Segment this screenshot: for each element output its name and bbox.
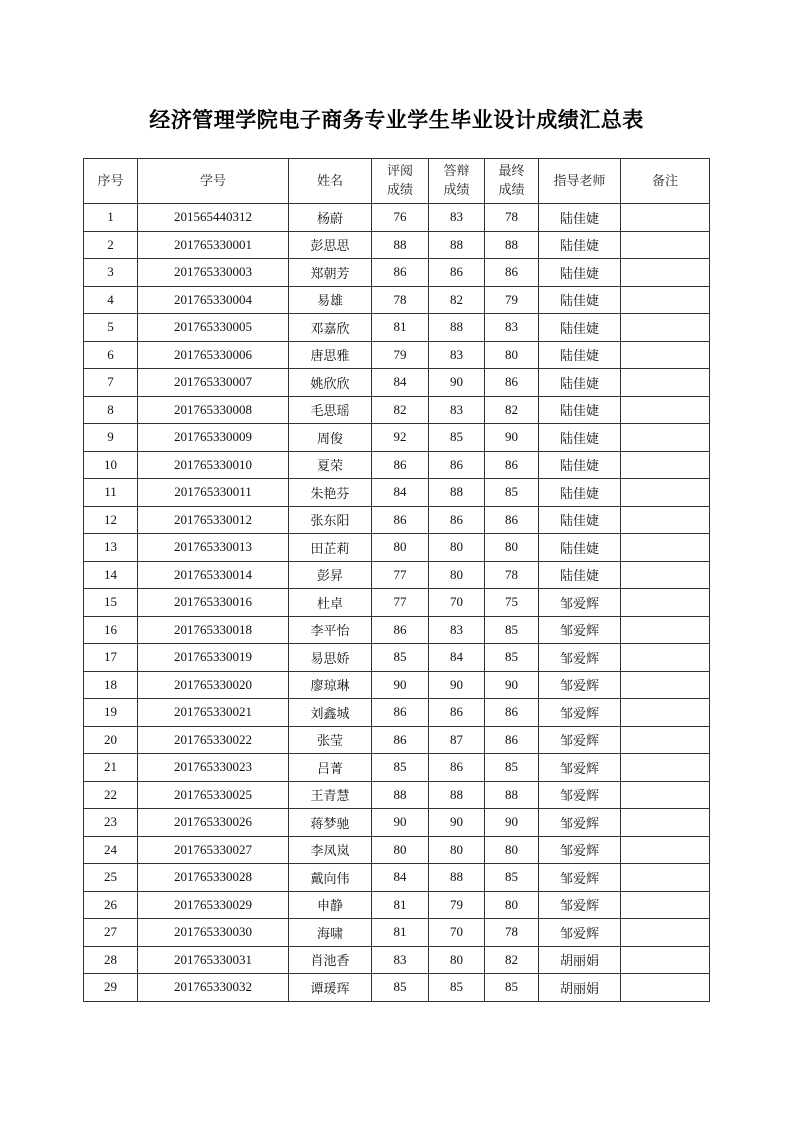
cell-seq: 12	[84, 506, 138, 534]
cell-review-score: 80	[372, 534, 429, 562]
cell-student-id: 201765330032	[138, 974, 289, 1002]
cell-review-score: 86	[372, 699, 429, 727]
cell-remarks	[621, 204, 710, 232]
header-advisor: 指导老师	[539, 159, 621, 204]
cell-defense-score: 88	[429, 231, 485, 259]
cell-seq: 25	[84, 864, 138, 892]
table-row	[84, 314, 710, 342]
cell-advisor: 邹爱辉	[539, 781, 621, 809]
cell-defense-score: 88	[429, 864, 485, 892]
cell-review-score: 84	[372, 864, 429, 892]
cell-remarks	[621, 946, 710, 974]
cell-advisor: 邹爱辉	[539, 864, 621, 892]
cell-advisor: 邹爱辉	[539, 836, 621, 864]
cell-remarks	[621, 369, 710, 397]
cell-review-score: 92	[372, 424, 429, 452]
cell-student-id: 201765330025	[138, 781, 289, 809]
cell-seq: 4	[84, 286, 138, 314]
cell-defense-score: 82	[429, 286, 485, 314]
cell-seq: 2	[84, 231, 138, 259]
table-row	[84, 561, 710, 589]
cell-review-score: 85	[372, 644, 429, 672]
table-row	[84, 506, 710, 534]
header-review-line1: 评阅	[386, 164, 413, 179]
cell-name: 彭昇	[289, 561, 372, 589]
table-row	[84, 204, 710, 232]
cell-defense-score: 87	[429, 726, 485, 754]
cell-student-id: 201765330012	[138, 506, 289, 534]
cell-defense-score: 86	[429, 699, 485, 727]
cell-final-score: 86	[485, 451, 539, 479]
table-row	[84, 699, 710, 727]
cell-seq: 13	[84, 534, 138, 562]
cell-seq: 15	[84, 589, 138, 617]
cell-defense-score: 86	[429, 259, 485, 287]
cell-student-id: 201765330018	[138, 616, 289, 644]
cell-final-score: 85	[485, 644, 539, 672]
header-name: 姓名	[289, 159, 372, 204]
cell-final-score: 88	[485, 781, 539, 809]
cell-defense-score: 86	[429, 506, 485, 534]
cell-name: 吕菁	[289, 754, 372, 782]
cell-student-id: 201765330030	[138, 919, 289, 947]
cell-student-id: 201765330023	[138, 754, 289, 782]
cell-review-score: 88	[372, 231, 429, 259]
cell-remarks	[621, 891, 710, 919]
cell-defense-score: 85	[429, 974, 485, 1002]
cell-advisor: 邹爱辉	[539, 644, 621, 672]
cell-advisor: 陆佳婕	[539, 314, 621, 342]
cell-student-id: 201765330021	[138, 699, 289, 727]
header-student-id: 学号	[138, 159, 289, 204]
cell-review-score: 81	[372, 891, 429, 919]
cell-seq: 10	[84, 451, 138, 479]
table-row	[84, 919, 710, 947]
cell-seq: 8	[84, 396, 138, 424]
table-body	[84, 204, 710, 1002]
cell-review-score: 85	[372, 754, 429, 782]
cell-seq: 5	[84, 314, 138, 342]
cell-student-id: 201765330029	[138, 891, 289, 919]
cell-seq: 7	[84, 369, 138, 397]
cell-remarks	[621, 726, 710, 754]
cell-name: 李平怡	[289, 616, 372, 644]
cell-advisor: 邹爱辉	[539, 699, 621, 727]
cell-defense-score: 80	[429, 836, 485, 864]
cell-student-id: 201765330031	[138, 946, 289, 974]
cell-seq: 28	[84, 946, 138, 974]
cell-remarks	[621, 754, 710, 782]
cell-name: 周俊	[289, 424, 372, 452]
cell-final-score: 88	[485, 231, 539, 259]
cell-review-score: 88	[372, 781, 429, 809]
cell-final-score: 80	[485, 891, 539, 919]
cell-final-score: 86	[485, 506, 539, 534]
header-remarks: 备注	[621, 159, 710, 204]
cell-remarks	[621, 919, 710, 947]
cell-defense-score: 84	[429, 644, 485, 672]
cell-name: 刘鑫城	[289, 699, 372, 727]
cell-name: 海啸	[289, 919, 372, 947]
table-row	[84, 534, 710, 562]
cell-advisor: 胡丽娟	[539, 946, 621, 974]
cell-review-score: 85	[372, 974, 429, 1002]
cell-review-score: 77	[372, 589, 429, 617]
cell-final-score: 78	[485, 204, 539, 232]
cell-remarks	[621, 286, 710, 314]
cell-advisor: 邹爱辉	[539, 809, 621, 837]
cell-review-score: 90	[372, 809, 429, 837]
cell-seq: 1	[84, 204, 138, 232]
cell-remarks	[621, 479, 710, 507]
cell-advisor: 陆佳婕	[539, 506, 621, 534]
cell-name: 夏荣	[289, 451, 372, 479]
cell-name: 唐思雅	[289, 341, 372, 369]
header-final-line1: 最终	[498, 164, 525, 179]
cell-defense-score: 70	[429, 919, 485, 947]
table-row	[84, 341, 710, 369]
cell-seq: 16	[84, 616, 138, 644]
cell-advisor: 陆佳婕	[539, 534, 621, 562]
cell-student-id: 201765330020	[138, 671, 289, 699]
cell-final-score: 85	[485, 754, 539, 782]
cell-review-score: 90	[372, 671, 429, 699]
cell-name: 张东阳	[289, 506, 372, 534]
cell-advisor: 邹爱辉	[539, 919, 621, 947]
cell-student-id: 201765330007	[138, 369, 289, 397]
cell-review-score: 76	[372, 204, 429, 232]
cell-review-score: 84	[372, 369, 429, 397]
cell-remarks	[621, 644, 710, 672]
cell-defense-score: 80	[429, 561, 485, 589]
cell-final-score: 85	[485, 864, 539, 892]
cell-name: 肖池香	[289, 946, 372, 974]
cell-name: 戴向伟	[289, 864, 372, 892]
cell-seq: 22	[84, 781, 138, 809]
table-row	[84, 616, 710, 644]
cell-defense-score: 90	[429, 369, 485, 397]
cell-advisor: 陆佳婕	[539, 231, 621, 259]
cell-remarks	[621, 314, 710, 342]
header-review-line2: 成绩	[386, 183, 413, 198]
cell-advisor: 陆佳婕	[539, 424, 621, 452]
cell-final-score: 90	[485, 671, 539, 699]
cell-defense-score: 86	[429, 754, 485, 782]
table-row	[84, 726, 710, 754]
cell-review-score: 86	[372, 451, 429, 479]
table-row	[84, 836, 710, 864]
cell-student-id: 201765330006	[138, 341, 289, 369]
cell-remarks	[621, 341, 710, 369]
table-row	[84, 781, 710, 809]
cell-remarks	[621, 396, 710, 424]
cell-remarks	[621, 534, 710, 562]
cell-student-id: 201765330028	[138, 864, 289, 892]
cell-remarks	[621, 809, 710, 837]
header-final-score	[485, 159, 539, 204]
cell-final-score: 90	[485, 809, 539, 837]
cell-advisor: 邹爱辉	[539, 891, 621, 919]
cell-advisor: 邹爱辉	[539, 616, 621, 644]
cell-student-id: 201765330003	[138, 259, 289, 287]
cell-final-score: 85	[485, 479, 539, 507]
cell-student-id: 201765330001	[138, 231, 289, 259]
table-row	[84, 891, 710, 919]
cell-defense-score: 88	[429, 479, 485, 507]
cell-remarks	[621, 589, 710, 617]
cell-advisor: 陆佳婕	[539, 369, 621, 397]
cell-name: 杜卓	[289, 589, 372, 617]
cell-defense-score: 83	[429, 396, 485, 424]
cell-defense-score: 80	[429, 946, 485, 974]
table-row	[84, 259, 710, 287]
cell-seq: 23	[84, 809, 138, 837]
cell-seq: 18	[84, 671, 138, 699]
cell-student-id: 201765330008	[138, 396, 289, 424]
cell-final-score: 80	[485, 534, 539, 562]
cell-final-score: 85	[485, 616, 539, 644]
table-row	[84, 231, 710, 259]
cell-name: 毛思瑶	[289, 396, 372, 424]
cell-student-id: 201765330013	[138, 534, 289, 562]
cell-remarks	[621, 616, 710, 644]
cell-remarks	[621, 671, 710, 699]
table-row	[84, 946, 710, 974]
cell-name: 廖琼琳	[289, 671, 372, 699]
cell-seq: 14	[84, 561, 138, 589]
cell-remarks	[621, 974, 710, 1002]
cell-seq: 9	[84, 424, 138, 452]
header-defense-score	[429, 159, 485, 204]
cell-name: 彭思思	[289, 231, 372, 259]
cell-final-score: 78	[485, 561, 539, 589]
cell-review-score: 81	[372, 919, 429, 947]
cell-student-id: 201765330026	[138, 809, 289, 837]
cell-review-score: 77	[372, 561, 429, 589]
grades-table	[83, 158, 710, 1002]
cell-defense-score: 86	[429, 451, 485, 479]
cell-student-id: 201765330022	[138, 726, 289, 754]
table-row	[84, 671, 710, 699]
cell-name: 郑朝芳	[289, 259, 372, 287]
cell-seq: 19	[84, 699, 138, 727]
cell-remarks	[621, 259, 710, 287]
cell-remarks	[621, 561, 710, 589]
cell-final-score: 80	[485, 836, 539, 864]
cell-defense-score: 79	[429, 891, 485, 919]
cell-student-id: 201765330014	[138, 561, 289, 589]
cell-seq: 29	[84, 974, 138, 1002]
cell-advisor: 陆佳婕	[539, 479, 621, 507]
cell-name: 张莹	[289, 726, 372, 754]
cell-advisor: 邹爱辉	[539, 726, 621, 754]
cell-advisor: 陆佳婕	[539, 341, 621, 369]
cell-advisor: 陆佳婕	[539, 561, 621, 589]
cell-review-score: 86	[372, 616, 429, 644]
table-row	[84, 754, 710, 782]
cell-final-score: 80	[485, 341, 539, 369]
cell-name: 蒋梦驰	[289, 809, 372, 837]
table-row	[84, 644, 710, 672]
table-row	[84, 396, 710, 424]
cell-student-id: 201765330027	[138, 836, 289, 864]
cell-student-id: 201765330016	[138, 589, 289, 617]
cell-defense-score: 88	[429, 781, 485, 809]
cell-final-score: 79	[485, 286, 539, 314]
table-row	[84, 479, 710, 507]
header-seq: 序号	[84, 159, 138, 204]
cell-review-score: 80	[372, 836, 429, 864]
cell-defense-score: 83	[429, 616, 485, 644]
cell-defense-score: 83	[429, 341, 485, 369]
cell-advisor: 陆佳婕	[539, 204, 621, 232]
cell-review-score: 83	[372, 946, 429, 974]
cell-seq: 26	[84, 891, 138, 919]
cell-student-id: 201765330011	[138, 479, 289, 507]
cell-defense-score: 85	[429, 424, 485, 452]
header-review-score	[372, 159, 429, 204]
cell-student-id: 201765330009	[138, 424, 289, 452]
cell-seq: 17	[84, 644, 138, 672]
table-row	[84, 809, 710, 837]
header-defense-line2: 成绩	[443, 183, 470, 198]
cell-defense-score: 88	[429, 314, 485, 342]
cell-review-score: 86	[372, 506, 429, 534]
cell-remarks	[621, 699, 710, 727]
cell-student-id: 201765330005	[138, 314, 289, 342]
cell-name: 田芷莉	[289, 534, 372, 562]
cell-final-score: 78	[485, 919, 539, 947]
cell-final-score: 86	[485, 369, 539, 397]
cell-name: 王青慧	[289, 781, 372, 809]
cell-defense-score: 80	[429, 534, 485, 562]
cell-seq: 11	[84, 479, 138, 507]
cell-advisor: 陆佳婕	[539, 451, 621, 479]
cell-final-score: 86	[485, 699, 539, 727]
document-title: 经济管理学院电子商务专业学生毕业设计成绩汇总表	[149, 108, 644, 132]
cell-name: 姚欣欣	[289, 369, 372, 397]
header-final-line2: 成绩	[498, 183, 525, 198]
cell-advisor: 邹爱辉	[539, 671, 621, 699]
table-row	[84, 451, 710, 479]
cell-final-score: 86	[485, 259, 539, 287]
cell-remarks	[621, 231, 710, 259]
cell-name: 邓嘉欣	[289, 314, 372, 342]
cell-advisor: 陆佳婕	[539, 286, 621, 314]
cell-review-score: 86	[372, 726, 429, 754]
cell-final-score: 90	[485, 424, 539, 452]
cell-review-score: 86	[372, 259, 429, 287]
table-row	[84, 369, 710, 397]
cell-remarks	[621, 836, 710, 864]
cell-name: 申静	[289, 891, 372, 919]
cell-advisor: 邹爱辉	[539, 754, 621, 782]
cell-defense-score: 90	[429, 809, 485, 837]
header-defense-line1: 答辩	[443, 164, 470, 179]
cell-name: 易思娇	[289, 644, 372, 672]
cell-student-id: 201765330010	[138, 451, 289, 479]
table-row	[84, 974, 710, 1002]
cell-seq: 6	[84, 341, 138, 369]
cell-review-score: 82	[372, 396, 429, 424]
cell-name: 朱艳芬	[289, 479, 372, 507]
cell-student-id: 201565440312	[138, 204, 289, 232]
cell-name: 杨蔚	[289, 204, 372, 232]
cell-seq: 24	[84, 836, 138, 864]
cell-student-id: 201765330019	[138, 644, 289, 672]
header-row	[84, 159, 710, 204]
cell-advisor: 陆佳婕	[539, 396, 621, 424]
cell-seq: 27	[84, 919, 138, 947]
cell-remarks	[621, 781, 710, 809]
cell-review-score: 78	[372, 286, 429, 314]
cell-advisor: 邹爱辉	[539, 589, 621, 617]
cell-remarks	[621, 424, 710, 452]
cell-remarks	[621, 864, 710, 892]
cell-student-id: 201765330004	[138, 286, 289, 314]
cell-defense-score: 90	[429, 671, 485, 699]
cell-name: 易雄	[289, 286, 372, 314]
cell-final-score: 82	[485, 946, 539, 974]
cell-final-score: 82	[485, 396, 539, 424]
cell-final-score: 83	[485, 314, 539, 342]
cell-name: 谭瑗珲	[289, 974, 372, 1002]
cell-review-score: 79	[372, 341, 429, 369]
cell-defense-score: 83	[429, 204, 485, 232]
table-row	[84, 589, 710, 617]
cell-remarks	[621, 451, 710, 479]
cell-remarks	[621, 506, 710, 534]
cell-seq: 21	[84, 754, 138, 782]
cell-final-score: 85	[485, 974, 539, 1002]
cell-defense-score: 70	[429, 589, 485, 617]
cell-name: 李凤岚	[289, 836, 372, 864]
cell-review-score: 81	[372, 314, 429, 342]
cell-final-score: 75	[485, 589, 539, 617]
cell-seq: 20	[84, 726, 138, 754]
table-row	[84, 286, 710, 314]
cell-advisor: 胡丽娟	[539, 974, 621, 1002]
table-row	[84, 864, 710, 892]
cell-seq: 3	[84, 259, 138, 287]
cell-final-score: 86	[485, 726, 539, 754]
table-row	[84, 424, 710, 452]
cell-review-score: 84	[372, 479, 429, 507]
cell-advisor: 陆佳婕	[539, 259, 621, 287]
